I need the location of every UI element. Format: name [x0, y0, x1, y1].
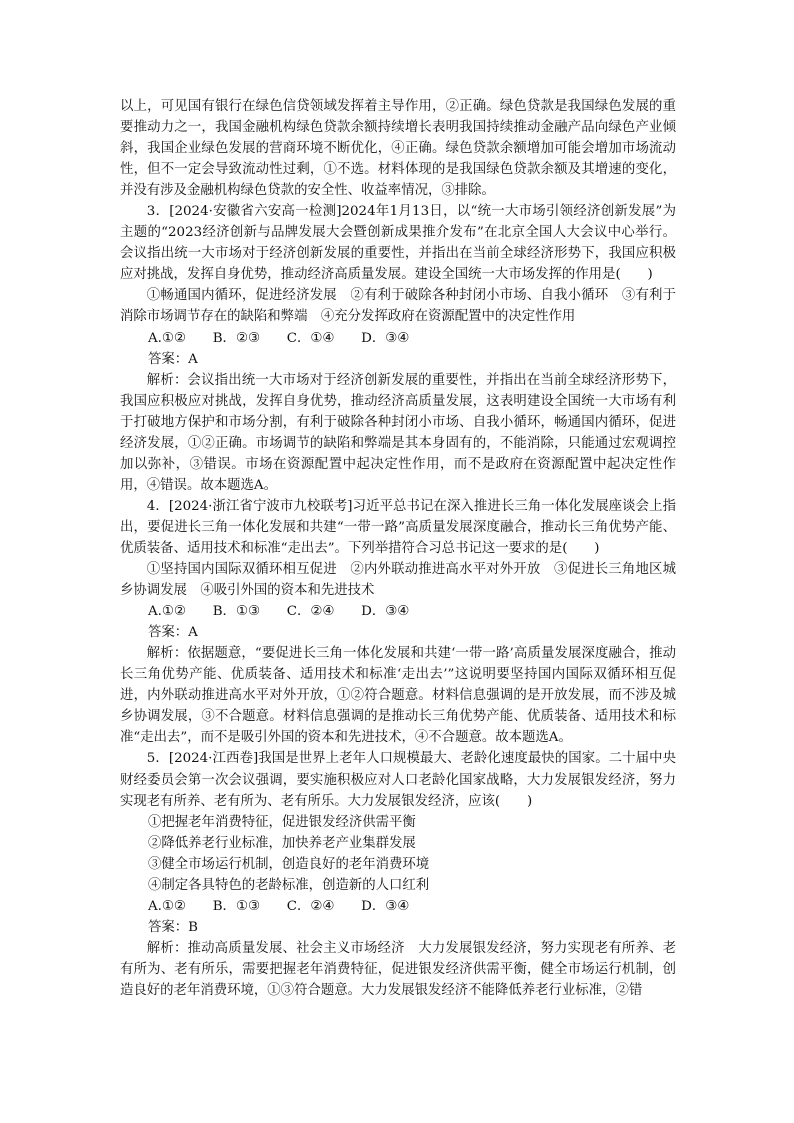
question-4-choices: A.①② B．①③ C．②④ D．③④: [148, 604, 410, 620]
question-5-option-1: ①把握老年消费特征，促进银发经济供需平衡: [148, 814, 416, 830]
question-5-option-2: ②降低养老行业标准，加快养老产业集群发展: [148, 835, 416, 851]
paragraph-continuation: 以上，可见国有银行在绿色信贷领域发挥着主导作用，②正确。绿色贷款是我国绿色发展的重要推动力之一，我国金融机构绿色贷款余额持续增长表明我国持续推动金融产品向绿色产业倾斜，我国企业绿色发展的营商环境不断优化，④正确。绿色贷款余额增加可能会增加市场流动性，但不一定会导致流动性过剩，①不选。材料体现的是我国绿色贷款余额及其增速的变化，并没有涉及金融机构绿色贷款的安全性、收益率情况，③排除。: [120, 99, 676, 199]
question-3-options: ①畅通国内循环，促进经济发展 ②有利于破除各种封闭小市场、自我小循环 ③有利于消除市场调节存在的缺陷和弊端 ④充分发挥政府在资源配置中的决定性作用: [120, 288, 676, 325]
question-5-stem: 5．[2024·江西卷]我国是世界上老年人口规模最大、老龄化速度最快的国家。二十届中央财经委员会第一次会议强调，要实施积极应对人口老龄化国家战略，大力发展银发经济，努力实现老有所养、老有所为、老有所乐。大力发展银发经济，应该( ): [120, 751, 676, 809]
question-5-answer: 答案：B: [148, 919, 199, 935]
question-3-answer: 答案：A: [148, 351, 198, 367]
question-5-option-3: ③健全市场运行机制，创造良好的老年消费环境: [148, 856, 430, 872]
question-4-stem: 4．[2024·浙江省宁波市九校联考]习近平总书记在深入推进长三角一体化发展座谈会上指出，要促进长三角一体化发展和共建“一带一路”高质量发展深度融合，推动长三角优势产能、优质装备、适用技术和标准“走出去”。下列举措符合习总书记这一要求的是( ): [120, 498, 676, 556]
question-4-answer: 答案：A: [148, 625, 198, 641]
question-4-options: ①坚持国内国际双循环相互促进 ②内外联动推进高水平对外开放 ③促进长三角地区城乡协调发展 ④吸引外国的资本和先进技术: [120, 562, 676, 599]
question-5-analysis: 解析：推动高质量发展、社会主义市场经济 大力发展银发经济，努力实现老有所养、老有所为、老有所乐，需要把握老年消费特征，促进银发经济供需平衡，健全市场运行机制，创造良好的老年消费环境，①③符合题意。大力发展银发经济不能降低养老行业标准，②错: [120, 940, 676, 998]
question-3-choices: A.①② B．②③ C．①④ D．③④: [148, 330, 410, 346]
question-3-analysis: 解析：会议指出统一大市场对于经济创新发展的重要性，并指出在当前全球经济形势下，我国应积极应对挑战，发挥自身优势，推动经济高质量发展，这表明建设全国统一大市场有利于打破地方保护和市场分割，有利于破除各种封闭小市场、自我小循环，畅通国内循环，促进经济发展，①②正确。市场调节的缺陷和弊端是其本身固有的，不能消除，只能通过宏观调控加以弥补，③错误。市场在资源配置中起决定性作用，而不是政府在资源配置中起决定性作用，④错误。故本题选A。: [120, 372, 676, 493]
question-5-option-4: ④制定各具特色的老龄标准，创造新的人口红利: [148, 877, 430, 893]
question-4-analysis: 解析：依据题意，“要促进长三角一体化发展和共建‘一带一路’高质量发展深度融合，推动长三角优势产能、优质装备、适用技术和标准‘走出去’”这说明要坚持国内国际双循环相互促进，内外联动推进高水平对外开放，①②符合题意。材料信息强调的是开放发展，而不涉及城乡协调发展，③不合题意。材料信息强调的是推动长三角优势产能、优质装备、适用技术和标准“走出去”，而不是吸引外国的资本和先进技术，④不合题意。故本题选A。: [120, 646, 676, 746]
question-3-stem: 3．[2024·安徽省六安高一检测]2024年1月13日，以“统一大市场引领经济创新发展”为主题的“2023经济创新与品牌发展大会暨创新成果推介发布”在北京全国人大会议中心举行。会议指出统一大市场对于经济创新发展的重要性，并指出在当前全球经济形势下，我国应积极应对挑战，发挥自身优势，推动经济高质量发展。建设全国统一大市场发挥的作用是( ): [120, 204, 676, 283]
document-page: [120, 96, 676, 1001]
question-5-choices: A.①② B．①③ C．②④ D．③④: [148, 898, 410, 914]
